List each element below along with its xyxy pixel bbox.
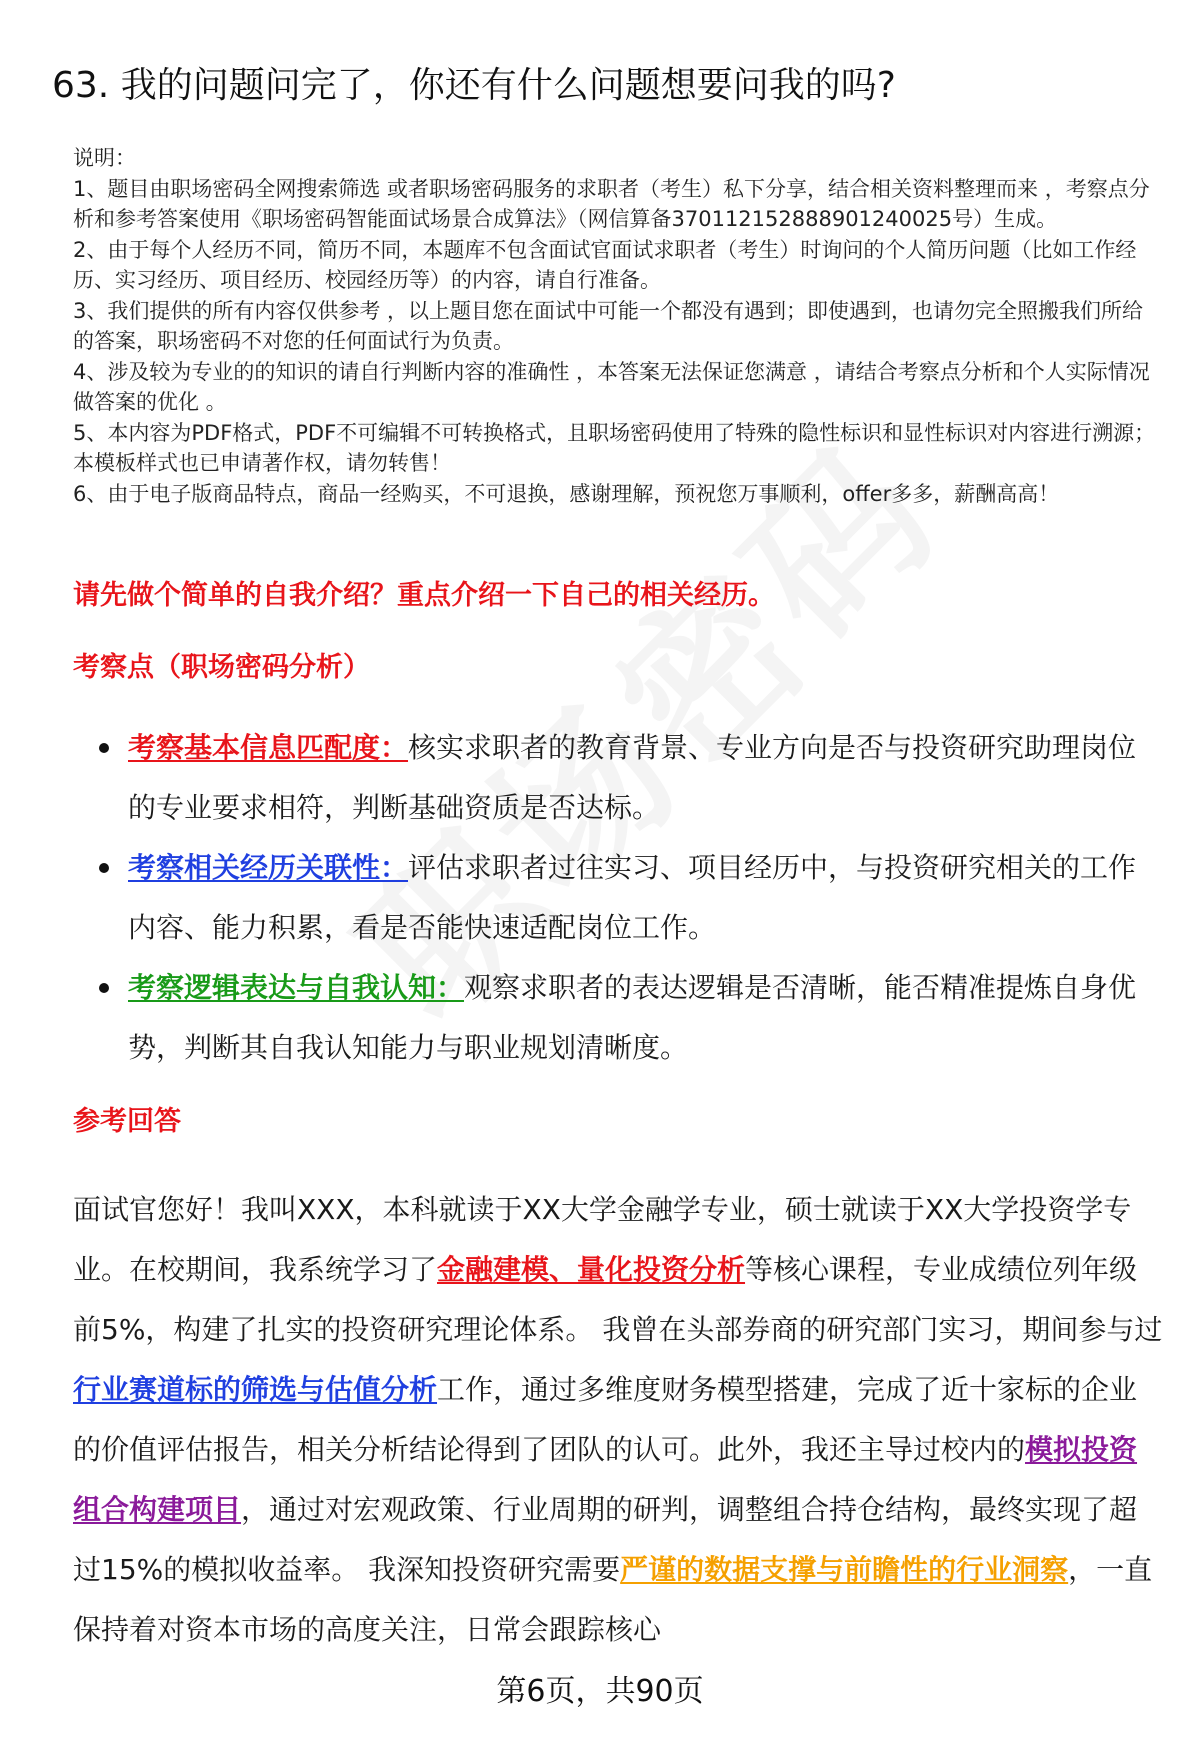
point-keyword: 考察相关经历关联性： (128, 851, 409, 884)
note-item: 2、由于每个人经历不同，简历不同，本题库不包含面试官面试求职者（考生）时询问的个人简历问题（比如工作经历、实习经历、项目经历、校园经历等）的内容，请自行准备。 (73, 237, 1137, 292)
point-text: 核实求职者的教育背景、专业方向是否与投资研究助理岗位的专业要求相符，判断基础资质是否达标。 (128, 731, 1137, 824)
bullet-icon (99, 743, 109, 753)
page-title: 63. 我的问题问完了，你还有什么问题想要问我的吗? (52, 65, 896, 106)
note-item: 4、涉及较为专业的的知识的请自行判断内容的准确性 ，本答案无法保证您满意 ，请结合考察点分析和个人实际情况做答案的优化 。 (73, 359, 1150, 414)
answer-text: 面试官您好！我叫XXX，本科就读于XX大学金融学专业，硕士就读于XX大学投资学专业。在校期间，我系统学习了 (73, 1193, 1132, 1286)
note-item: 6、由于电子版商品特点，商品一经购买，不可退换，感谢理解，预祝您万事顺利，offer多多，薪酬高高！ (73, 481, 1060, 506)
answer-highlight: 模拟投资组合构建项目 (73, 1433, 1138, 1526)
note-item: 1、题目由职场密码全网搜索筛选 或者职场密码服务的求职者（考生）私下分享，结合相关资料整理而来 ，考察点分析和参考答案使用《职场密码智能面试场景合成算法》（网信算备370112152888901240025号）生成。 (73, 176, 1150, 231)
point-keyword: 考察基本信息匹配度： (128, 731, 409, 764)
answer-heading: 参考回答 (73, 1106, 181, 1137)
analysis-heading: 考察点（职场密码分析） (73, 652, 370, 683)
notes-block (73, 143, 1163, 509)
answer-text: 等核心课程，专业成绩位列年级前5%，构建了扎实的投资研究理论体系。 我曾在头部券商的研究部门实习，期间参与过 (73, 1253, 1163, 1346)
answer-paragraph (73, 1180, 1165, 1660)
bullet-icon (99, 983, 109, 993)
note-item: 5、本内容为PDF格式，PDF不可编辑不可转换格式，且职场密码使用了特殊的隐性标识和显性标识对内容进行溯源；本模板样式也已申请著作权，请勿转售！ (73, 420, 1156, 475)
bullet-icon (99, 863, 109, 873)
answer-highlight: 行业赛道标的筛选与估值分析 (73, 1373, 438, 1406)
page-number: 第6页，共90页 (496, 1674, 704, 1709)
answer-highlight: 金融建模、量化投资分析 (437, 1253, 746, 1286)
point-text: 观察求职者的表达逻辑是否清晰，能否精准提炼自身优势，判断其自我认知能力与职业规划清晰度。 (128, 971, 1137, 1064)
analysis-point (73, 718, 1163, 838)
answer-text: ，一直保持着对资本市场的高度关注，日常会跟踪核心 (73, 1553, 1153, 1646)
analysis-points (73, 718, 1163, 1078)
interview-question: 请先做个简单的自我介绍？重点介绍一下自己的相关经历。 (73, 580, 775, 611)
point-text: 评估求职者过往实习、项目经历中，与投资研究相关的工作内容、能力积累，看是否能快速适配岗位工作。 (128, 851, 1137, 944)
answer-text: ，通过对宏观政策、行业周期的研判，调整组合持仓结构，最终实现了超过15%的模拟收益率。 我深知投资研究需要 (73, 1493, 1138, 1586)
analysis-point (73, 958, 1163, 1078)
analysis-point (73, 838, 1163, 958)
point-keyword: 考察逻辑表达与自我认知： (128, 971, 465, 1004)
note-item: 3、我们提供的所有内容仅供参考 ，以上题目您在面试中可能一个都没有遇到；即使遇到，也请勿完全照搬我们所给的答案，职场密码不对您的任何面试行为负责。 (73, 298, 1144, 353)
notes-heading: 说明： (73, 146, 136, 170)
answer-text: 工作，通过多维度财务模型搭建，完成了近十家标的企业的价值评估报告，相关分析结论得到了团队的认可。此外，我还主导过校内的 (73, 1373, 1138, 1466)
answer-highlight: 严谨的数据支撑与前瞻性的行业洞察 (620, 1553, 1069, 1586)
